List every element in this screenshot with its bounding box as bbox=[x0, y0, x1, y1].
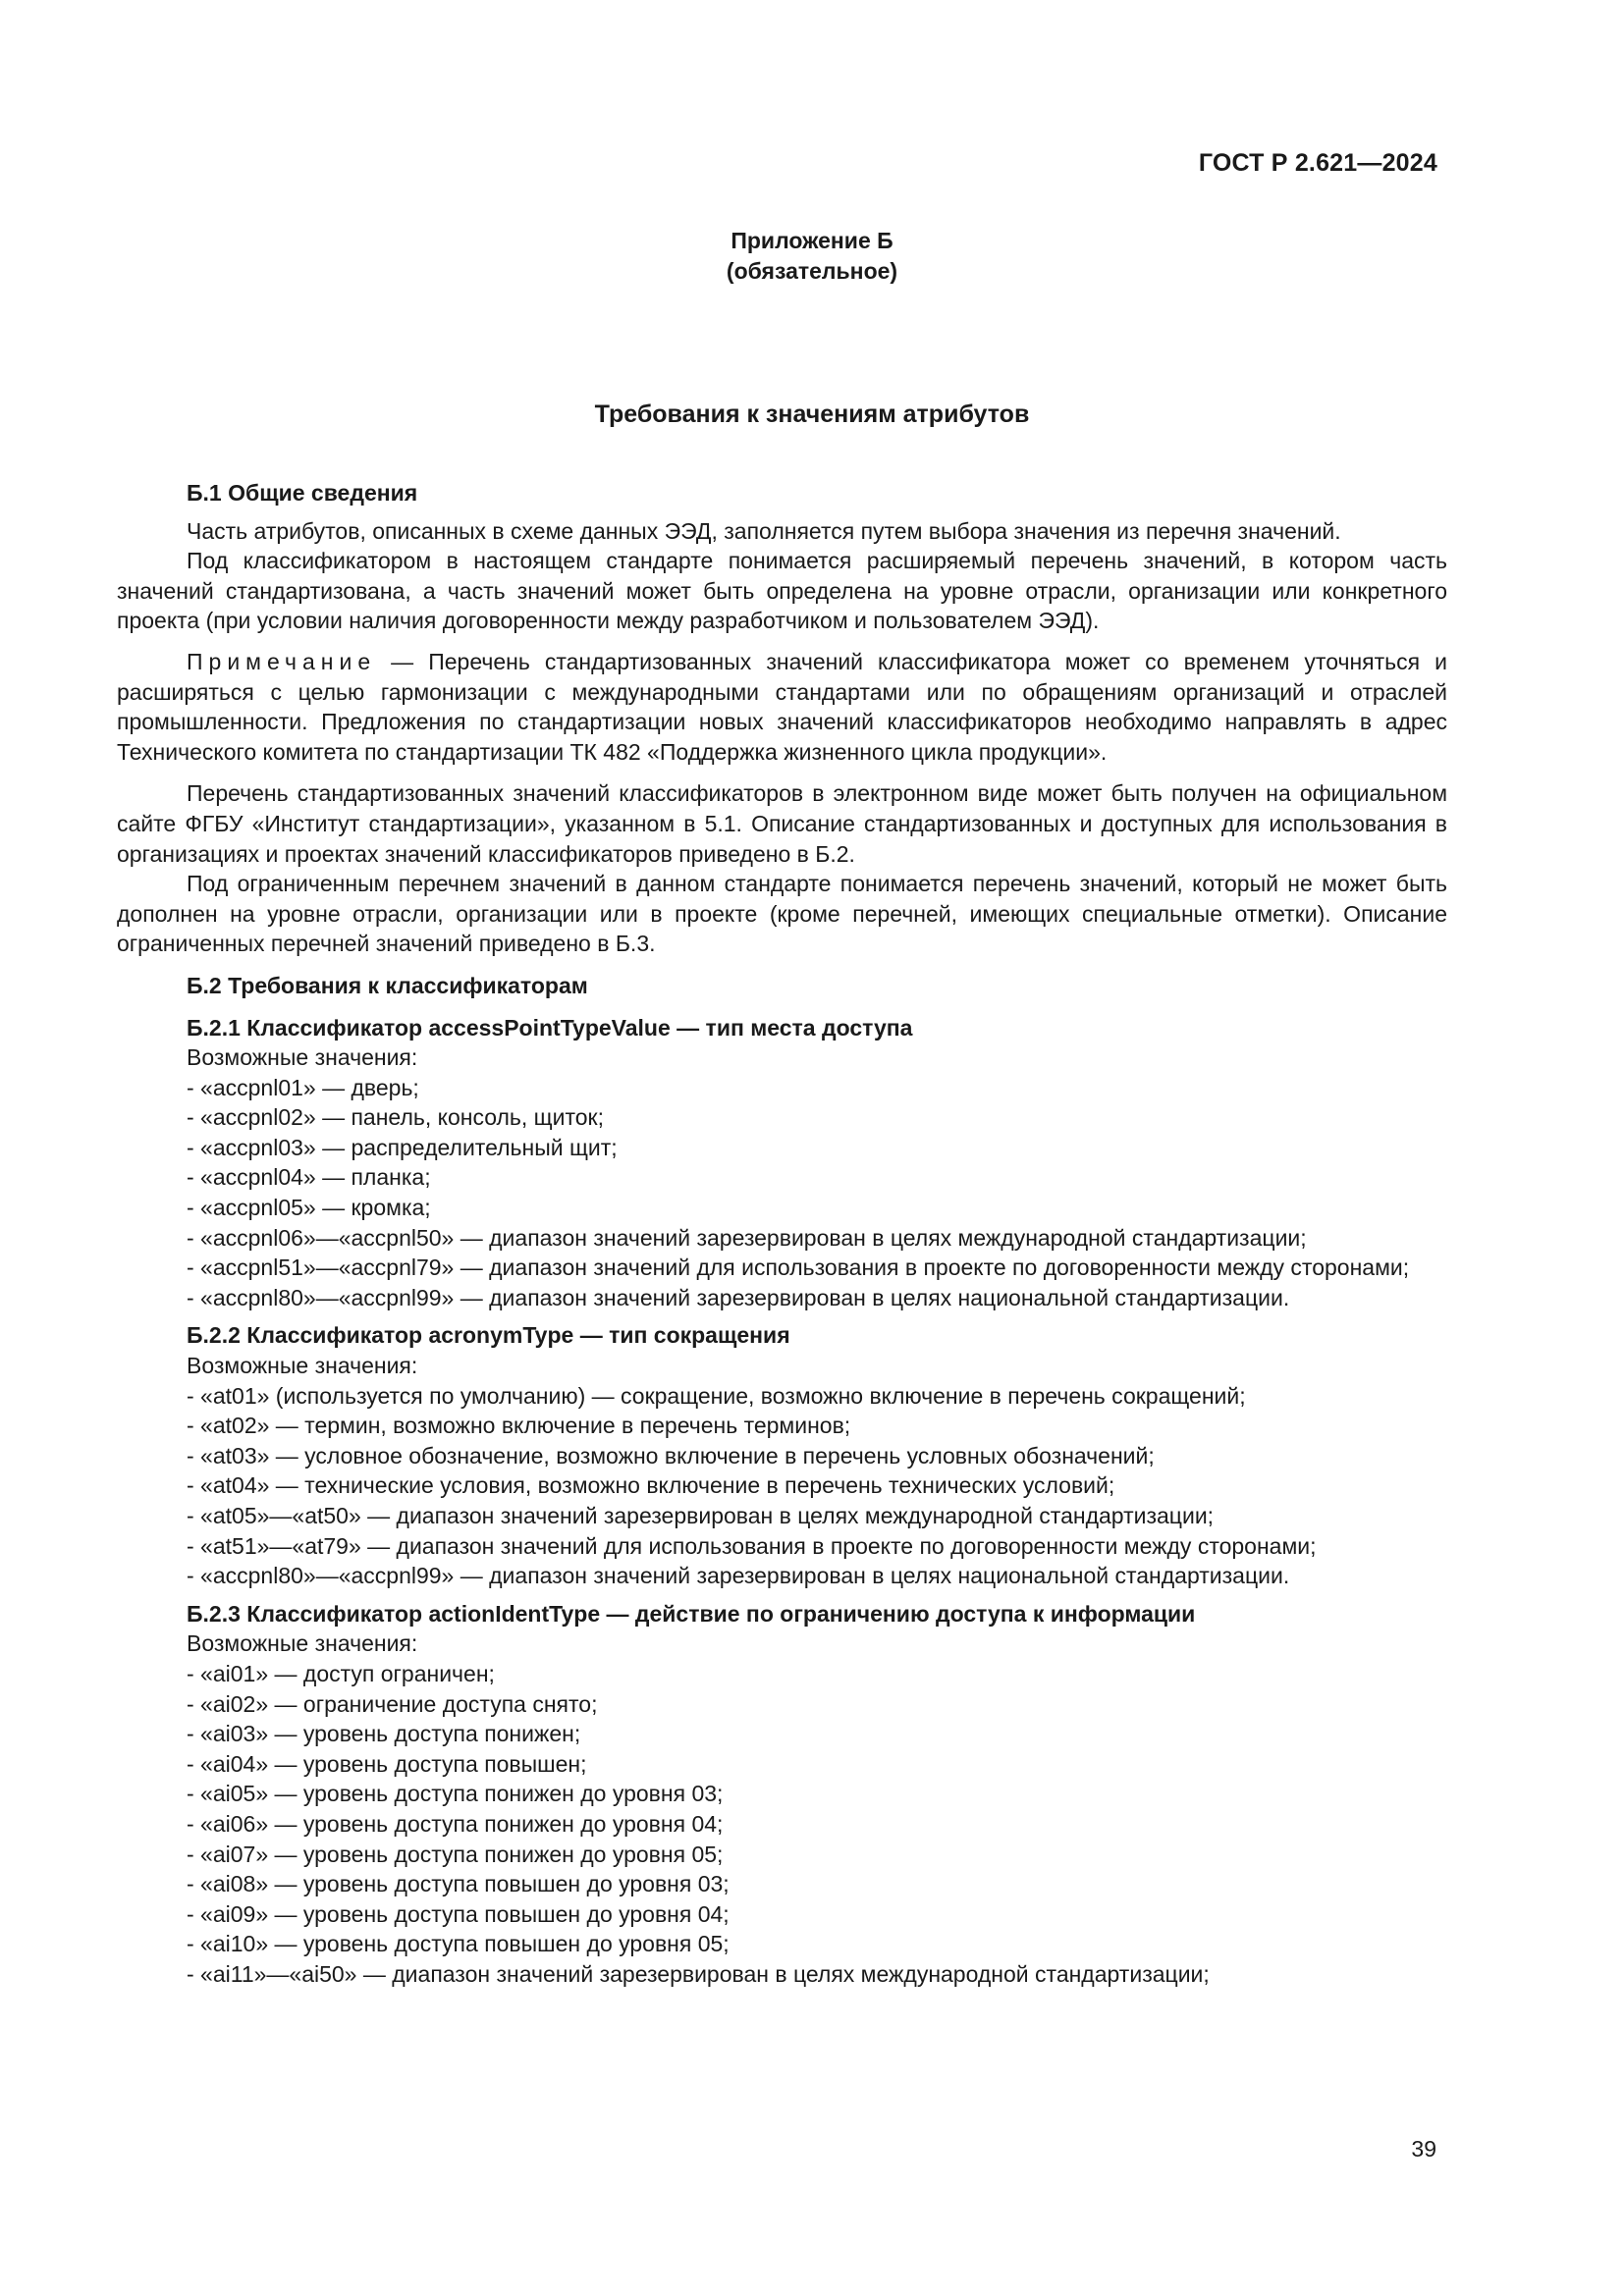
list-item: - «accpnl80»—«accpnl99» — диапазон значений зарезервирован в целях национальной стандартизации. bbox=[187, 1563, 1290, 1589]
document-body bbox=[117, 478, 1447, 1990]
list-item: - «accpnl03» — распределительный щит; bbox=[187, 1134, 618, 1160]
annex-title: Приложение Б bbox=[731, 228, 893, 253]
paragraph: Часть атрибутов, описанных в схеме данных ЭЭД, заполняется путем выбора значения из перечня значений. bbox=[187, 517, 1341, 544]
list-item: - «accpnl02» — панель, консоль, щиток; bbox=[187, 1104, 604, 1131]
list-item: - «ai03» — уровень доступа понижен; bbox=[187, 1721, 581, 1747]
list-intro: Возможные значения: bbox=[187, 1044, 418, 1071]
page-title: Требования к значениям атрибутов bbox=[594, 400, 1030, 428]
annex-status: (обязательное) bbox=[726, 258, 898, 284]
list-item: - «accpnl06»—«accpnl50» — диапазон значений зарезервирован в целях международной стандартизации; bbox=[187, 1224, 1307, 1251]
list-item: - «accpnl51»—«accpnl79» — диапазон значений для использования в проекте по договоренности между сторонами; bbox=[187, 1255, 1410, 1281]
list-item: - «ai02» — ограничение доступа снято; bbox=[187, 1690, 598, 1717]
note-label: Примечание bbox=[187, 648, 377, 674]
list-item: - «ai10» — уровень доступа повышен до уровня 05; bbox=[187, 1931, 730, 1957]
subsection-heading-b23: Б.2.3 Классификатор actionIdentType — действие по ограничению доступа к информации bbox=[187, 1600, 1196, 1627]
list-item: - «at01» (используется по умолчанию) — сокращение, возможно включение в перечень сокращений; bbox=[187, 1382, 1246, 1409]
section-heading-b1: Б.1 Общие сведения bbox=[187, 480, 418, 506]
document-designation: ГОСТ Р 2.621—2024 bbox=[1198, 149, 1437, 177]
list-item: - «ai09» — уровень доступа повышен до уровня 04; bbox=[187, 1900, 730, 1927]
list-item: - «ai11»—«ai50» — диапазон значений зарезервирован в целях международной стандартизации; bbox=[187, 1960, 1210, 1987]
note-paragraph bbox=[117, 647, 1447, 767]
list-intro: Возможные значения: bbox=[187, 1353, 418, 1379]
list-item: - «ai06» — уровень доступа понижен до уровня 04; bbox=[187, 1810, 724, 1837]
note-text: — Перечень стандартизованных значений классификатора может со временем уточняться и расширяться с целью гармонизации с международными стандартами или по обращениям организаций и отраслей промышленности. Предложения по стандартизации новых значений классификаторов необходимо направлять в адрес Технического комитета по стандартизации ТК 482 «Поддержка жизненного цикла продукции». bbox=[117, 648, 1447, 765]
list-item: - «accpnl01» — дверь; bbox=[187, 1074, 419, 1100]
list-item: - «accpnl05» — кромка; bbox=[187, 1195, 431, 1221]
page-number: 39 bbox=[1411, 2136, 1436, 2162]
list-item: - «at02» — термин, возможно включение в перечень терминов; bbox=[187, 1413, 851, 1439]
list-intro: Возможные значения: bbox=[187, 1630, 418, 1657]
list-item: - «ai07» — уровень доступа понижен до уровня 05; bbox=[187, 1841, 724, 1867]
list-item: - «accpnl04» — планка; bbox=[187, 1164, 431, 1191]
paragraph: Под классификатором в настоящем стандарте понимается расширяемый перечень значений, в котором часть значений стандартизована, а часть значений может быть определена на уровне отрасли, организации или конкретного проекта (при условии наличия договоренности между разработчиком и пользователем ЭЭД). bbox=[117, 548, 1447, 634]
subsection-heading-b21: Б.2.1 Классификатор accessPointTypeValue — тип места доступа bbox=[187, 1014, 913, 1041]
list-item: - «ai05» — уровень доступа понижен до уровня 03; bbox=[187, 1781, 724, 1807]
list-item: - «at04» — технические условия, возможно включение в перечень технических условий; bbox=[187, 1472, 1115, 1499]
list-item: - «ai08» — уровень доступа повышен до уровня 03; bbox=[187, 1871, 730, 1897]
list-item: - «at51»—«at79» — диапазон значений для использования в проекте по договоренности между сторонами; bbox=[187, 1532, 1317, 1559]
list-item: - «ai01» — доступ ограничен; bbox=[187, 1660, 495, 1686]
subsection-heading-b22: Б.2.2 Классификатор acronymType — тип сокращения bbox=[187, 1322, 790, 1349]
list-item: - «accpnl80»—«accpnl99» — диапазон значений зарезервирован в целях национальной стандартизации. bbox=[187, 1284, 1290, 1310]
paragraph: Перечень стандартизованных значений классификаторов в электронном виде может быть получен на официальном сайте ФГБУ «Институт стандартизации», указанном в 5.1. Описание стандартизованных и доступных для использования в организациях и проектах значений классификаторов приведено в Б.2. bbox=[117, 780, 1447, 867]
list-item: - «ai04» — уровень доступа повышен; bbox=[187, 1750, 587, 1777]
paragraph: Под ограниченным перечнем значений в данном стандарте понимается перечень значений, который не может быть дополнен на уровне отрасли, организации или в проекте (кроме перечней, имеющих специальные отметки). Описание ограниченных перечней значений приведено в Б.3. bbox=[117, 871, 1447, 957]
list-item: - «at03» — условное обозначение, возможно включение в перечень условных обозначений; bbox=[187, 1442, 1155, 1468]
annex-heading bbox=[0, 226, 1624, 287]
section-heading-b2: Б.2 Требования к классификаторам bbox=[187, 972, 588, 998]
list-item: - «at05»—«at50» — диапазон значений зарезервирован в целях международной стандартизации; bbox=[187, 1503, 1215, 1528]
